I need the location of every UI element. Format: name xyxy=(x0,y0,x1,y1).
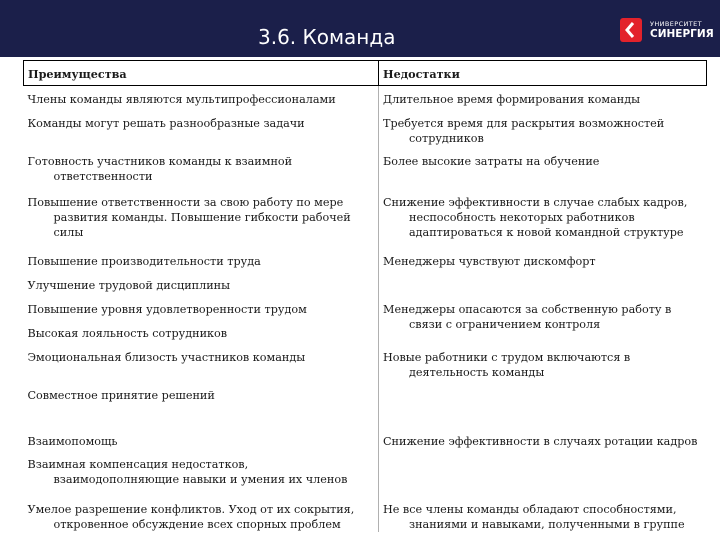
advantage-cell: Команды могут решать разнообразные задачи xyxy=(24,110,379,150)
advantage-cell: Готовность участников команды к взаимной ответственности xyxy=(24,150,379,192)
header-advantages: Преимущества xyxy=(24,61,379,86)
table-row xyxy=(24,272,707,296)
disadvantage-cell: Менеджеры чувствуют дискомфорт xyxy=(383,254,596,268)
logo-mark-icon xyxy=(620,18,642,42)
table-row xyxy=(24,192,707,248)
advantage-cell: Умелое разрешение конфликтов. Уход от их сокрытия, откровенное обсуждение всех спорных проблем xyxy=(24,496,379,532)
advantage-cell: Взаимопомощь xyxy=(24,430,379,454)
disadvantage-cell: Не все члены команды обладают способностями, знаниями и навыками, полученными в группе xyxy=(383,502,685,531)
disadvantage-cell: Снижение эффективности в случае слабых кадров, неспособность некоторых работников адаптироваться к новой командной структуре xyxy=(383,195,688,239)
disadvantage-cell xyxy=(379,384,707,430)
disadvantage-cell: Более высокие затраты на обучение xyxy=(383,154,600,168)
comparison-table xyxy=(23,60,707,532)
disadvantage-cell: Менеджеры опасаются за собственную работу в связи с ограничением контроля xyxy=(383,302,672,331)
advantage-cell: Эмоциональная близость участников команды xyxy=(24,344,379,384)
table-row xyxy=(24,150,707,192)
logo-text-synergy: СИНЕРГИЯ xyxy=(650,28,714,40)
disadvantage-cell: Снижение эффективности в случаях ротации кадров xyxy=(383,434,698,448)
disadvantage-cell: Требуется время для раскрытия возможностей сотрудников xyxy=(383,116,665,145)
table-row xyxy=(24,384,707,430)
header-disadvantages: Недостатки xyxy=(379,61,707,86)
advantage-cell: Члены команды являются мультипрофессионалами xyxy=(24,86,379,110)
disadvantage-cell xyxy=(379,454,707,496)
advantage-cell: Повышение уровня удовлетворенности трудом xyxy=(24,296,379,320)
disadvantage-cell xyxy=(379,272,707,296)
advantage-cell: Совместное принятие решений xyxy=(24,384,379,430)
table-row xyxy=(24,454,707,496)
table-row xyxy=(24,496,707,532)
table-row xyxy=(24,86,707,110)
slide-header xyxy=(0,0,720,57)
advantage-cell: Высокая лояльность сотрудников xyxy=(24,320,379,344)
university-logo xyxy=(620,18,720,46)
advantage-cell: Повышение производительности труда xyxy=(24,248,379,272)
table-row xyxy=(24,296,707,320)
slide-title: 3.6. Команда xyxy=(258,25,396,49)
table-row xyxy=(24,344,707,384)
table-row xyxy=(24,110,707,150)
advantage-cell: Повышение ответственности за свою работу по мере развития команды. Повышение гибкости рабочей силы xyxy=(24,192,379,248)
logo-text-university: УНИВЕРСИТЕТ xyxy=(650,20,703,28)
table-header-row xyxy=(24,61,707,86)
table-row xyxy=(24,430,707,454)
advantage-cell: Взаимная компенсация недостатков, взаимодополняющие навыки и умения их членов xyxy=(24,454,379,496)
table-row xyxy=(24,248,707,272)
advantage-cell: Улучшение трудовой дисциплины xyxy=(24,272,379,296)
disadvantage-cell: Длительное время формирования команды xyxy=(383,93,640,106)
disadvantage-cell: Новые работники с трудом включаются в деятельность команды xyxy=(383,350,631,379)
